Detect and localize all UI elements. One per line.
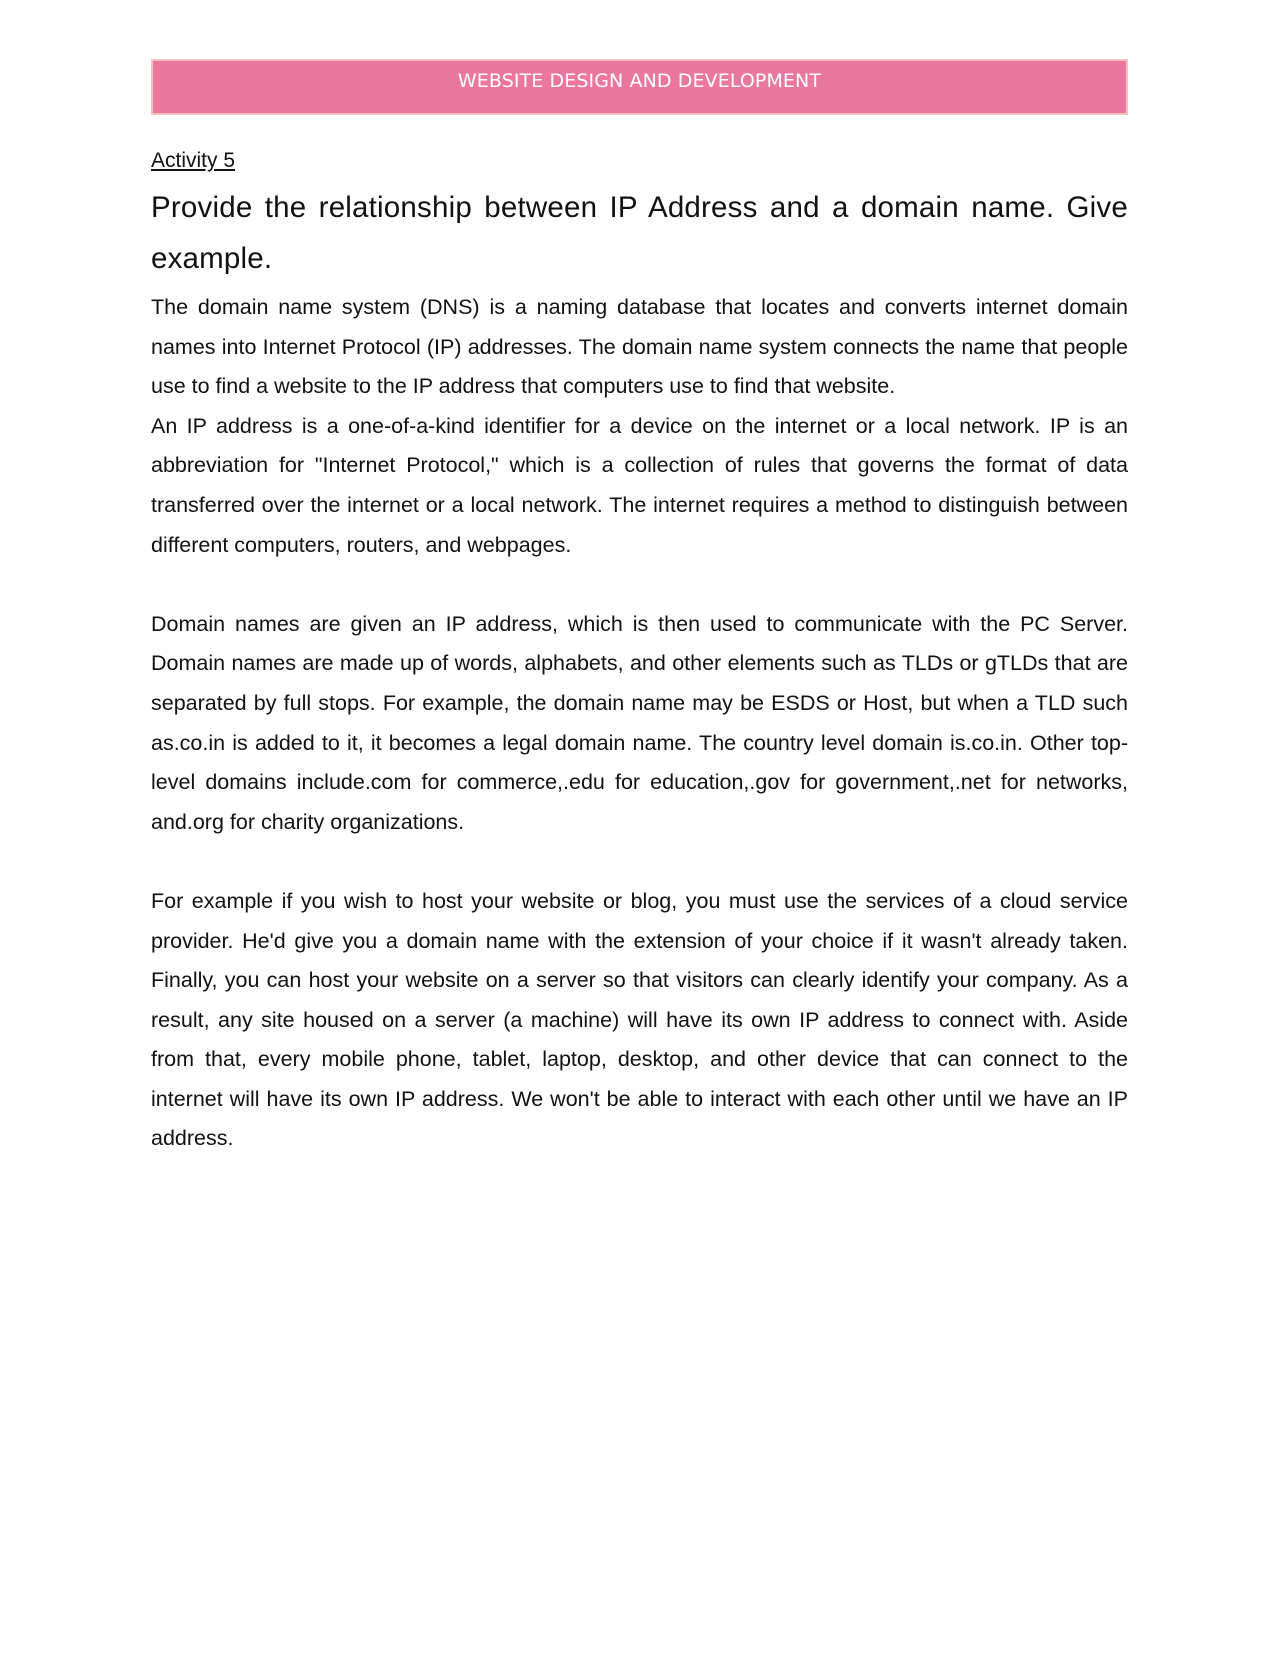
header-title: WEBSITE DESIGN AND DEVELOPMENT [457, 70, 822, 92]
paragraph-dns: The domain name system (DNS) is a naming database that locates and converts internet domain names into Internet Protocol (IP) addresses. The domain name system connects the name that people use to find a website to the IP address that computers use to find that website. [151, 295, 1128, 399]
paragraph-example: For example if you wish to host your website or blog, you must use the services of a cloud service provider. He'd give you a domain name with the extension of your choice if it wasn't already taken. Finally, you can host your website on a server so that visitors can clearly identify your company. As a result, any site housed on a server (a machine) will have its own IP address to connect with. Aside from that, every mobile phone, tablet, laptop, desktop, and other device that can connect to the internet will have its own IP address. We won't be able to interact with each other until we have an IP address. [151, 888, 1128, 1151]
paragraph-domain-names: Domain names are given an IP address, which is then used to communicate with the PC Server. Domain names are made up of words, alphabets, and other elements such as TLDs or gTLDs that are separated by full stops. For example, the domain name may be ESDS or Host, but when a TLD such as.co.in is added to it, it becomes a legal domain name. The country level domain is.co.in. Other top-level domains include.com for commerce,.edu for education,.gov for government,.net for networks, and.org for charity organizations. [151, 611, 1128, 834]
document-header [151, 59, 1128, 115]
paragraph-ip-address: An IP address is a one-of-a-kind identifier for a device on the internet or a local network. IP is an abbreviation for "Internet Protocol," which is a collection of rules that governs the format of data transferred over the internet or a local network. The internet requires a method to distinguish between different computers, routers, and webpages. [151, 413, 1128, 557]
question-heading: Provide the relationship between IP Address and a domain name. Give example. [151, 191, 1128, 275]
document-page [151, 59, 1128, 1159]
activity-label: Activity 5 [151, 149, 236, 172]
